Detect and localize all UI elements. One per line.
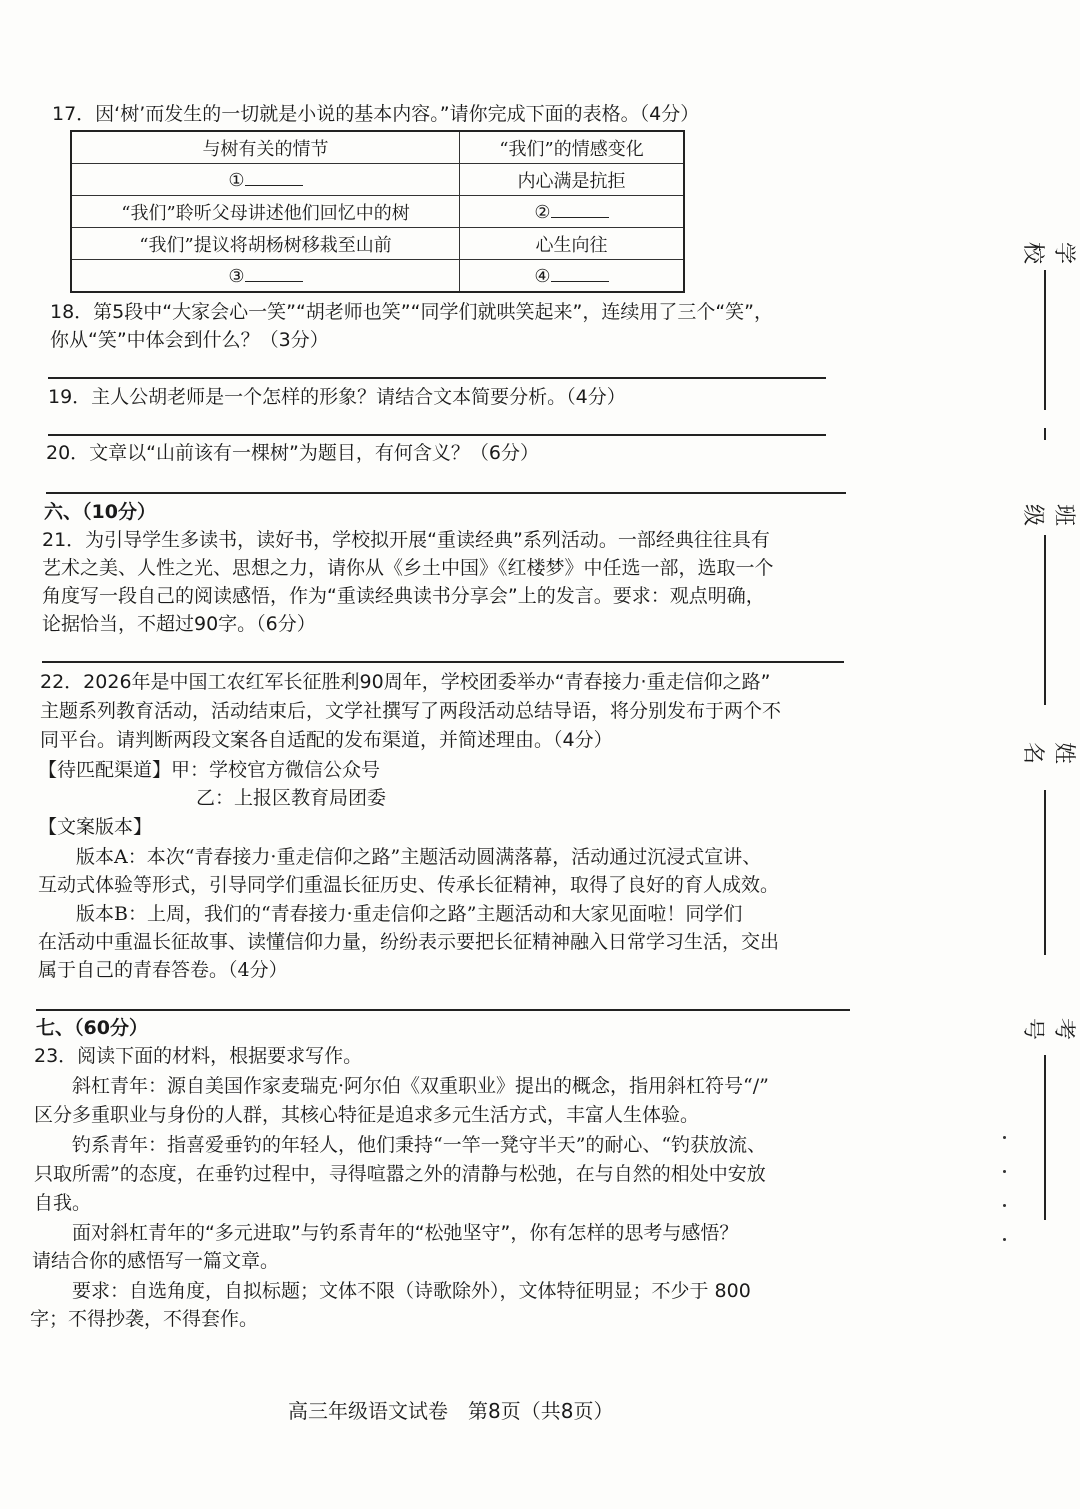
q23-para2: 钓系青年：指喜爱垂钓的年轻人，他们秉持“一竿一凳守半天”的耐心、“钓获放流、 — [72, 1134, 767, 1156]
q23-para4: 字；不得抄袭，不得套作。 — [30, 1308, 259, 1330]
q17-table — [70, 130, 685, 293]
q22-version-b: 在活动中重温长征故事、读懂信仰力量，纷纷表示要把长征精神融入日常学习生活，交出 — [38, 931, 780, 953]
q19: 19．主人公胡老师是一个怎样的形象？请结合文本简要分析。（4分） — [48, 386, 626, 408]
q23-para3: 请结合你的感悟写一篇文章。 — [32, 1250, 280, 1272]
table-cell[interactable]: ③ — [71, 260, 460, 293]
q22-line: 22．2026年是中国工农红军长征胜利90周年，学校团委举办“青春接力·重走信仰之路” — [40, 671, 771, 693]
section-6-title: 六、（10分） — [44, 501, 156, 523]
table-row — [71, 196, 684, 228]
q22-version-b: 属于自己的青春答卷。（4分） — [38, 959, 288, 981]
q23-para3: 面对斜杠青年的“多元进取”与钓系青年的“松弛坚守”，你有怎样的思考与感悟？ — [72, 1222, 739, 1244]
q23-para2: 只取所需”的态度，在垂钓过程中，寻得喧嚣之外的清静与松弛，在与自然的相处中安放 — [34, 1163, 766, 1185]
q23-para2: 自我。 — [34, 1192, 92, 1214]
table-row — [71, 228, 684, 260]
page-footer: 高三年级语文试卷 第8页（共8页） — [288, 1399, 614, 1423]
q23-para1: 区分多重职业与身份的人群，其核心特征是追求多元生活方式，丰富人生体验。 — [34, 1104, 700, 1126]
answer-line[interactable] — [46, 492, 846, 494]
section-7-title: 七、（60分） — [36, 1017, 148, 1039]
q22-channels: 【待匹配渠道】甲：学校官方微信公众号 — [38, 759, 381, 781]
binding-school-line[interactable] — [1044, 270, 1046, 410]
q22-line: 主题系列教育活动，活动结束后，文学社撰写了两段活动总结导语，将分别发布于两个不 — [40, 700, 782, 722]
q22-version-a: 互动式体验等形式，引导同学们重温长征历史、传承长征精神，取得了良好的育人成效。 — [38, 874, 780, 896]
q22-channel-b: 乙：上报区教育局团委 — [196, 787, 387, 809]
q17-stem: 17．因‘树’而发生的一切就是小说的基本内容。”请你完成下面的表格。（4分） — [52, 103, 700, 125]
answer-line[interactable] — [42, 661, 844, 663]
q21-line: 21．为引导学生多读书，读好书，学校拟开展“重读经典”系列活动。一部经典往往具有 — [42, 529, 770, 551]
table-row — [71, 131, 684, 164]
binding-exam-no-line[interactable] — [1044, 1055, 1046, 1220]
table-header-emotion: “我们”的情感变化 — [460, 131, 685, 164]
binding-divider — [1044, 428, 1046, 440]
table-cell: “我们”提议将胡杨树移栽至山前 — [71, 228, 460, 260]
answer-line[interactable] — [48, 377, 826, 379]
binding-dot — [1003, 1204, 1006, 1207]
table-cell[interactable]: ② — [460, 196, 685, 228]
q22-version-a: 版本A：本次“青春接力·重走信仰之路”主题活动圆满落幕，活动通过沉浸式宣讲、 — [76, 846, 762, 868]
table-row — [71, 164, 684, 196]
q21-line: 艺术之美、人性之光、思想之力，请你从《乡土中国》《红楼梦》中任选一部，选取一个 — [42, 557, 774, 579]
table-cell: 内心满是抗拒 — [460, 164, 685, 196]
binding-class-label: 班级 — [1020, 503, 1076, 526]
answer-line[interactable] — [48, 434, 826, 436]
binding-school-label: 学校 — [1020, 241, 1076, 264]
table-cell: “我们”聆听父母讲述他们回忆中的树 — [71, 196, 460, 228]
table-header-plot: 与树有关的情节 — [71, 131, 460, 164]
table-cell: 心生向往 — [460, 228, 685, 260]
q18-line2: 你从“笑”中体会到什么？（3分） — [50, 329, 329, 351]
q22-versions-label: 【文案版本】 — [38, 816, 153, 838]
q23-para1: 斜杠青年：源自美国作家麦瑞克·阿尔伯《双重职业》提出的概念，指用斜杠符号“/” — [72, 1075, 769, 1097]
binding-dot — [1003, 1136, 1006, 1139]
binding-name-label: 姓名 — [1020, 741, 1076, 764]
q21-line: 论据恰当，不超过90字。（6分） — [42, 613, 316, 635]
table-cell[interactable]: ① — [71, 164, 460, 196]
q22-version-b: 版本B：上周，我们的“青春接力·重走信仰之路”主题活动和大家见面啦！同学们 — [76, 903, 743, 925]
q22-line: 同平台。请判断两段文案各自适配的发布渠道，并简述理由。（4分） — [40, 729, 613, 751]
table-cell[interactable]: ④ — [460, 260, 685, 293]
q23-para4: 要求：自选角度，自拟标题；文体不限（诗歌除外），文体特征明显；不少于 800 — [72, 1280, 751, 1302]
q18-line1: 18．第5段中“大家会心一笑”“胡老师也笑”“同学们就哄笑起来”，连续用了三个“笑”， — [50, 301, 774, 323]
table-row — [71, 260, 684, 293]
binding-dot — [1003, 1170, 1006, 1173]
q21-line: 角度写一段自己的阅读感悟，作为“重读经典读书分享会”上的发言。要求：观点明确， — [42, 585, 765, 607]
answer-line[interactable] — [36, 1009, 850, 1011]
q20: 20．文章以“山前该有一棵树”为题目，有何含义？（6分） — [46, 442, 539, 464]
binding-class-line[interactable] — [1044, 535, 1046, 705]
binding-dot — [1003, 1238, 1006, 1241]
q23-intro: 23．阅读下面的材料，根据要求写作。 — [34, 1045, 363, 1067]
binding-exam-no-label: 考号 — [1020, 1017, 1076, 1040]
binding-name-line[interactable] — [1044, 790, 1046, 955]
